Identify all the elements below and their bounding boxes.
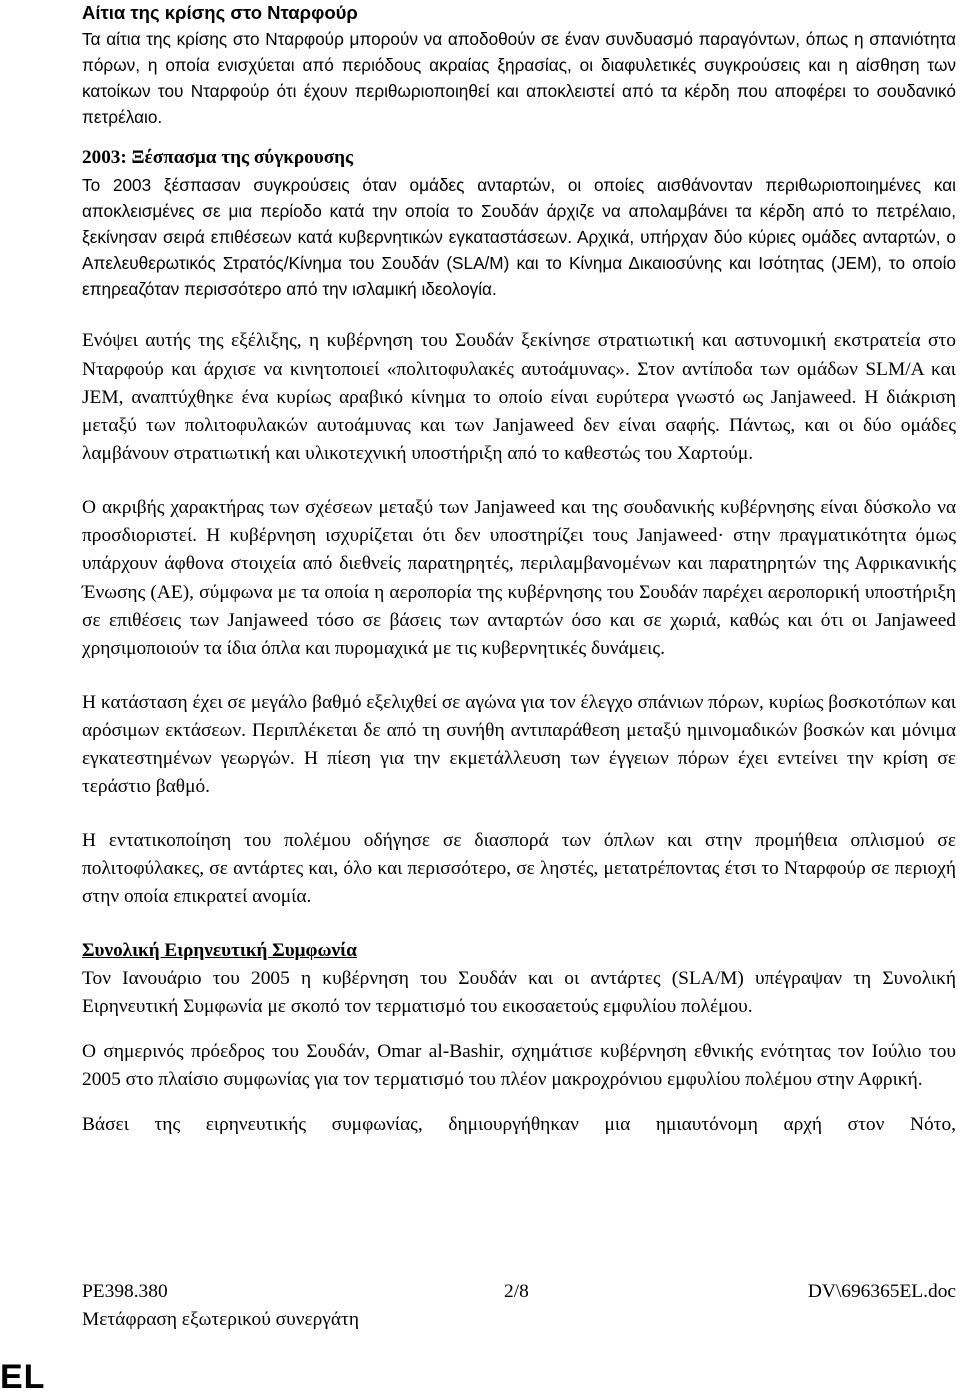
paragraph-causes: Τα αίτια της κρίσης στο Νταρφούρ μπορούν να αποδοθούν σε έναν συνδυασμό παραγόντων, όπως η σπανιότητα πόρων, η οποία ενισχύεται από περιόδους ακραίας ξηρασίας, οι διαφυλετικές συγκρούσεις και η αίσθηση των κατοίκων του Νταρφούρ ότι έχουν περιθωριοποιηθεί και αποκλειστεί από τα κέρδη που αποφέρει το σουδανικό πετρέλαιο. — [82, 29, 956, 127]
section-onset — [82, 144, 956, 912]
language-code: EL — [0, 1358, 46, 1396]
section-title-causes: Αίτια της κρίσης στο Νταρφούρ — [82, 2, 358, 23]
footer-reference: PE398.380 — [82, 1281, 168, 1302]
section-title-peace: Συνολική Ειρηνευτική Συμφωνία — [82, 939, 357, 961]
footer-file-name: DV\696365EL.doc — [807, 1281, 956, 1302]
paragraph-onset-5: Η εντατικοποίηση του πολέμου οδήγησε σε διασπορά των όπλων και στην προμήθεια οπλισμού σε πολιτοφύλακες, σε αντάρτες και, όλο και περισσότερο, σε ληστές, μετατρέποντας έτσι το Νταρφούρ σε περιοχή στην οποία επικρατεί ανομία. — [82, 829, 956, 908]
paragraph-peace-3: Βάσει της ειρηνευτικής συμφωνίας, δημιουργήθηκαν μια ημιαυτόνομη αρχή στον Νότο, — [82, 1114, 956, 1136]
paragraph-peace-1: Τον Ιανουάριο του 2005 η κυβέρνηση του Σουδάν και οι αντάρτες (SLA/M) υπέγραψαν τη Συνολική Ειρηνευτική Συμφωνία με σκοπό τον τερματισμό του εικοσαετούς εμφυλίου πολέμου. — [82, 967, 956, 1018]
paragraph-peace-2: Ο σημερινός πρόεδρος του Σουδάν, Omar al-Bashir, σχημάτισε κυβέρνηση εθνικής ενότητας τον Ιούλιο του 2005 στο πλαίσιο συμφωνίας για τον τερματισμό του πλέον μακροχρόνιου εμφυλίου πολέμου στην Αφρική. — [82, 1040, 956, 1090]
paragraph-onset-1: Το 2003 ξέσπασαν συγκρούσεις όταν ομάδες ανταρτών, οι οποίες αισθάνονταν περιθωριοποιημένες και αποκλεισμένες σε μια περίοδο κατά την οποία το Σουδάν άρχιζε να απολαμβάνει τα κέρδη από το πετρέλαιο, ξεκίνησαν σειρά επιθέσεων κατά κυβερνητικών εγκαταστάσεων. Αρχικά, υπήρχαν δύο κύριες ομάδες ανταρτών, ο Απελευθερωτικός Στρατός/Κίνημα του Σουδάν (SLA/M) και το Κίνημα Δικαιοσύνης και Ισότητας (JEM), το οποίο επηρεαζόταν περισσότερο από την ισλαμική ιδεολογία. — [82, 175, 956, 300]
footer-translation-note: Μετάφραση εξωτερικού συνεργάτη — [82, 1309, 359, 1330]
section-title-onset: 2003: Ξέσπασμα της σύγκρουσης — [82, 147, 354, 168]
paragraph-onset-4: Η κατάσταση έχει σε μεγάλο βαθμό εξελιχθεί σε αγώνα για τον έλεγχο σπάνιων πόρων, κυρίως βοσκοτόπων και αρόσιμων εκτάσεων. Περιπλέκεται δε από τη συνήθη αντιπαράθεση μεταξύ ημινομαδικών βοσκών και μόνιμα εγκατεστημένων γεωργών. Η πίεση για την εκμετάλλευση των έγγειων πόρων έχει εντείνει την κρίση σε τεράστιο βαθμό. — [82, 691, 956, 798]
paragraph-onset-3: Ο ακριβής χαρακτήρας των σχέσεων μεταξύ των Janjaweed και της σουδανικής κυβέρνησης είναι δύσκολο να προσδιοριστεί. Η κυβέρνηση ισχυρίζεται ότι δεν υποστηρίζει τους Janjaweed· στην πραγματικότητα όμως υπάρχουν άφθονα στοιχεία από διεθνείς παρατηρητές, περιλαμβανομένων και παρατηρητών της Αφρικανικής Ένωσης (ΑΕ), σύμφωνα με τα οποία η αεροπορία της κυβέρνησης του Σουδάν παρέχει αεροπορική υποστήριξη σε επιθέσεις των Janjaweed τόσο σε βάσεις των ανταρτών όσο και σε χωριά, καθώς και ότι οι Janjaweed χρησιμοποιούν τα ίδια όπλα και πυρομαχικά με τις κυβερνητικές δυνάμεις. — [82, 496, 956, 660]
section-causes — [82, 0, 956, 130]
footer-page-number: 2/8 — [504, 1281, 529, 1302]
document-page — [82, 0, 956, 1139]
page-footer — [82, 1278, 956, 1338]
paragraph-onset-2: Ενόψει αυτής της εξέλιξης, η κυβέρνηση του Σουδάν ξεκίνησε στρατιωτική και αστυνομική εκστρατεία στο Νταρφούρ και άρχισε να κινητοποιεί «πολιτοφυλακές αυτοάμυνας». Στον αντίποδα των ομάδων SLM/A και JEM, αναπτύχθηκε ένα κυρίως αραβικό κίνημα το οποίο είναι ευρύτερα γνωστό ως Janjaweed. Η διάκριση μεταξύ των πολιτοφυλακών αυτοάμυνας και των Janjaweed δεν είναι σαφής. Πάντως, και οι δύο ομάδες λαμβάνουν στρατιωτική και υλικοτεχνική υποστήριξη από το καθεστώς του Χαρτούμ. — [82, 330, 956, 465]
section-peace — [82, 937, 956, 1140]
